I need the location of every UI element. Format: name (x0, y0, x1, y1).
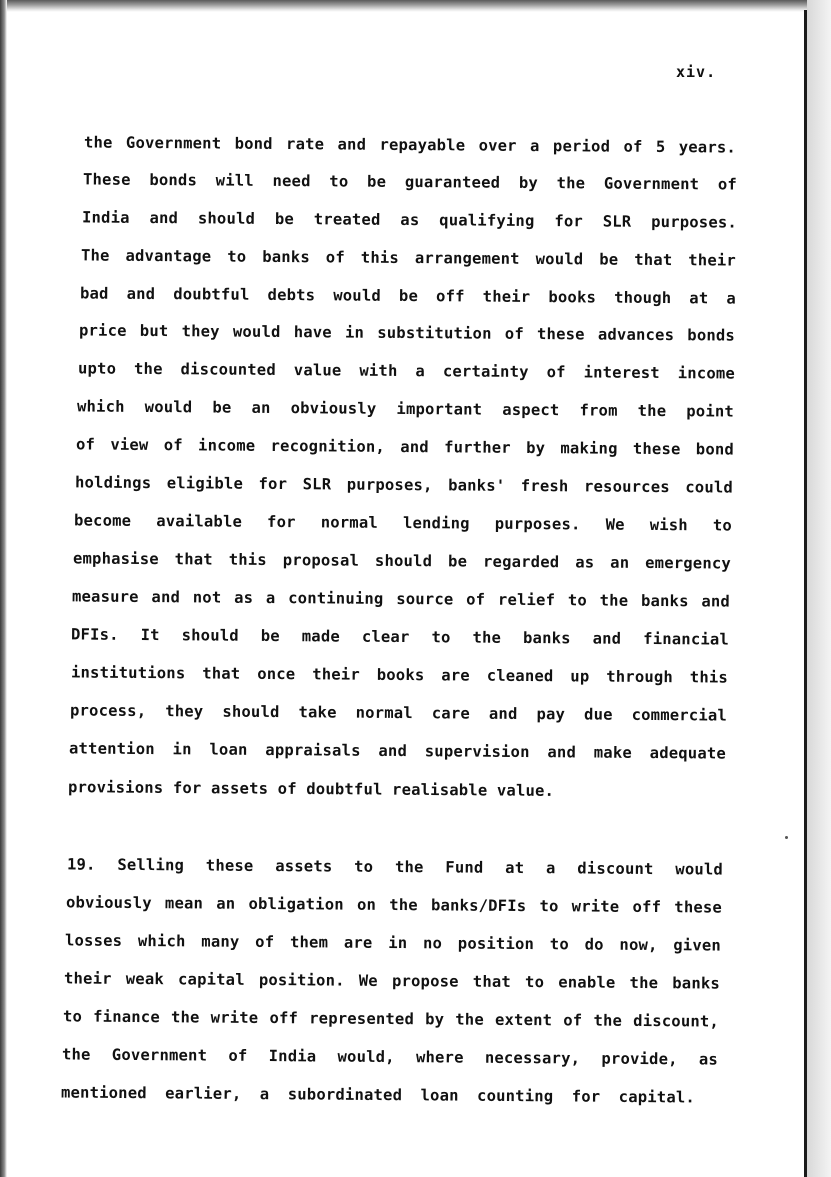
paragraph-1-line: of view of income recognition, and further by making these bond (75, 435, 735, 459)
paragraph-2-line: obviously mean an obligation on the banks/DFIs to write off these (65, 893, 723, 917)
paragraph-2-line: to finance the write off represented by the extent of the discount, (62, 1007, 720, 1031)
paragraph-1-line: which would be an obviously important aspect from the point (76, 397, 735, 421)
paragraph-2-line: the Government of India would, where necessary, provide, as (61, 1045, 719, 1069)
paragraph-1-line: institutions that once their books are cleaned up through this (70, 663, 729, 687)
paragraph-1-line: price but they would have in substitution of these advances bonds (78, 321, 736, 345)
scan-right-margin (807, 0, 831, 1177)
paragraph-1-line: attention in loan appraisals and supervision and make adequate (68, 739, 727, 763)
paragraph-1-line: emphasise that this proposal should be regarded as an emergency (72, 549, 732, 573)
paragraph-1-line: The advantage to banks of this arrangement would be that their (80, 246, 737, 270)
scan-top-edge (0, 0, 831, 12)
paragraph-1-line: upto the discounted value with a certainty of interest income (77, 359, 736, 383)
paragraph-2-line: mentioned earlier, a subordinated loan counting for capital. (60, 1083, 696, 1107)
page-number: xiv. (676, 63, 717, 81)
paragraph-1-line: DFIs. It should be made clear to the banks and financial (70, 625, 730, 649)
paragraph-2-line: 19. Selling these assets to the Fund at a discount would (66, 855, 724, 879)
paragraph-1-line: measure and not as a continuing source of relief to the banks and (71, 587, 731, 611)
paragraph-1-line: These bonds will need to be guaranteed by the Government of (82, 170, 738, 194)
scan-speck (785, 836, 788, 839)
paragraph-1-line: process, they should take normal care and pay due commercial (69, 701, 728, 725)
paragraph-1-line: bad and doubtful debts would be off their books though at a (79, 284, 737, 308)
paragraph-1-line: India and should be treated as qualifying for SLR purposes. (81, 208, 738, 232)
paragraph-1-line: holdings eligible for SLR purposes, banks' fresh resources could (74, 473, 734, 497)
paragraph-2-line: losses which many of them are in no position to do now, given (64, 931, 722, 955)
paragraph-1-line: the Government bond rate and repayable over a period of 5 years. (83, 133, 737, 157)
paragraph-1-line: become available for normal lending purposes. We wish to (73, 511, 733, 535)
scan-right-edge (804, 10, 807, 1177)
paragraph-2-line: their weak capital position. We propose that to enable the banks (63, 969, 721, 993)
scan-left-edge (0, 0, 7, 1177)
paragraph-1-line: provisions for assets of doubtful realisable value. (67, 778, 555, 800)
